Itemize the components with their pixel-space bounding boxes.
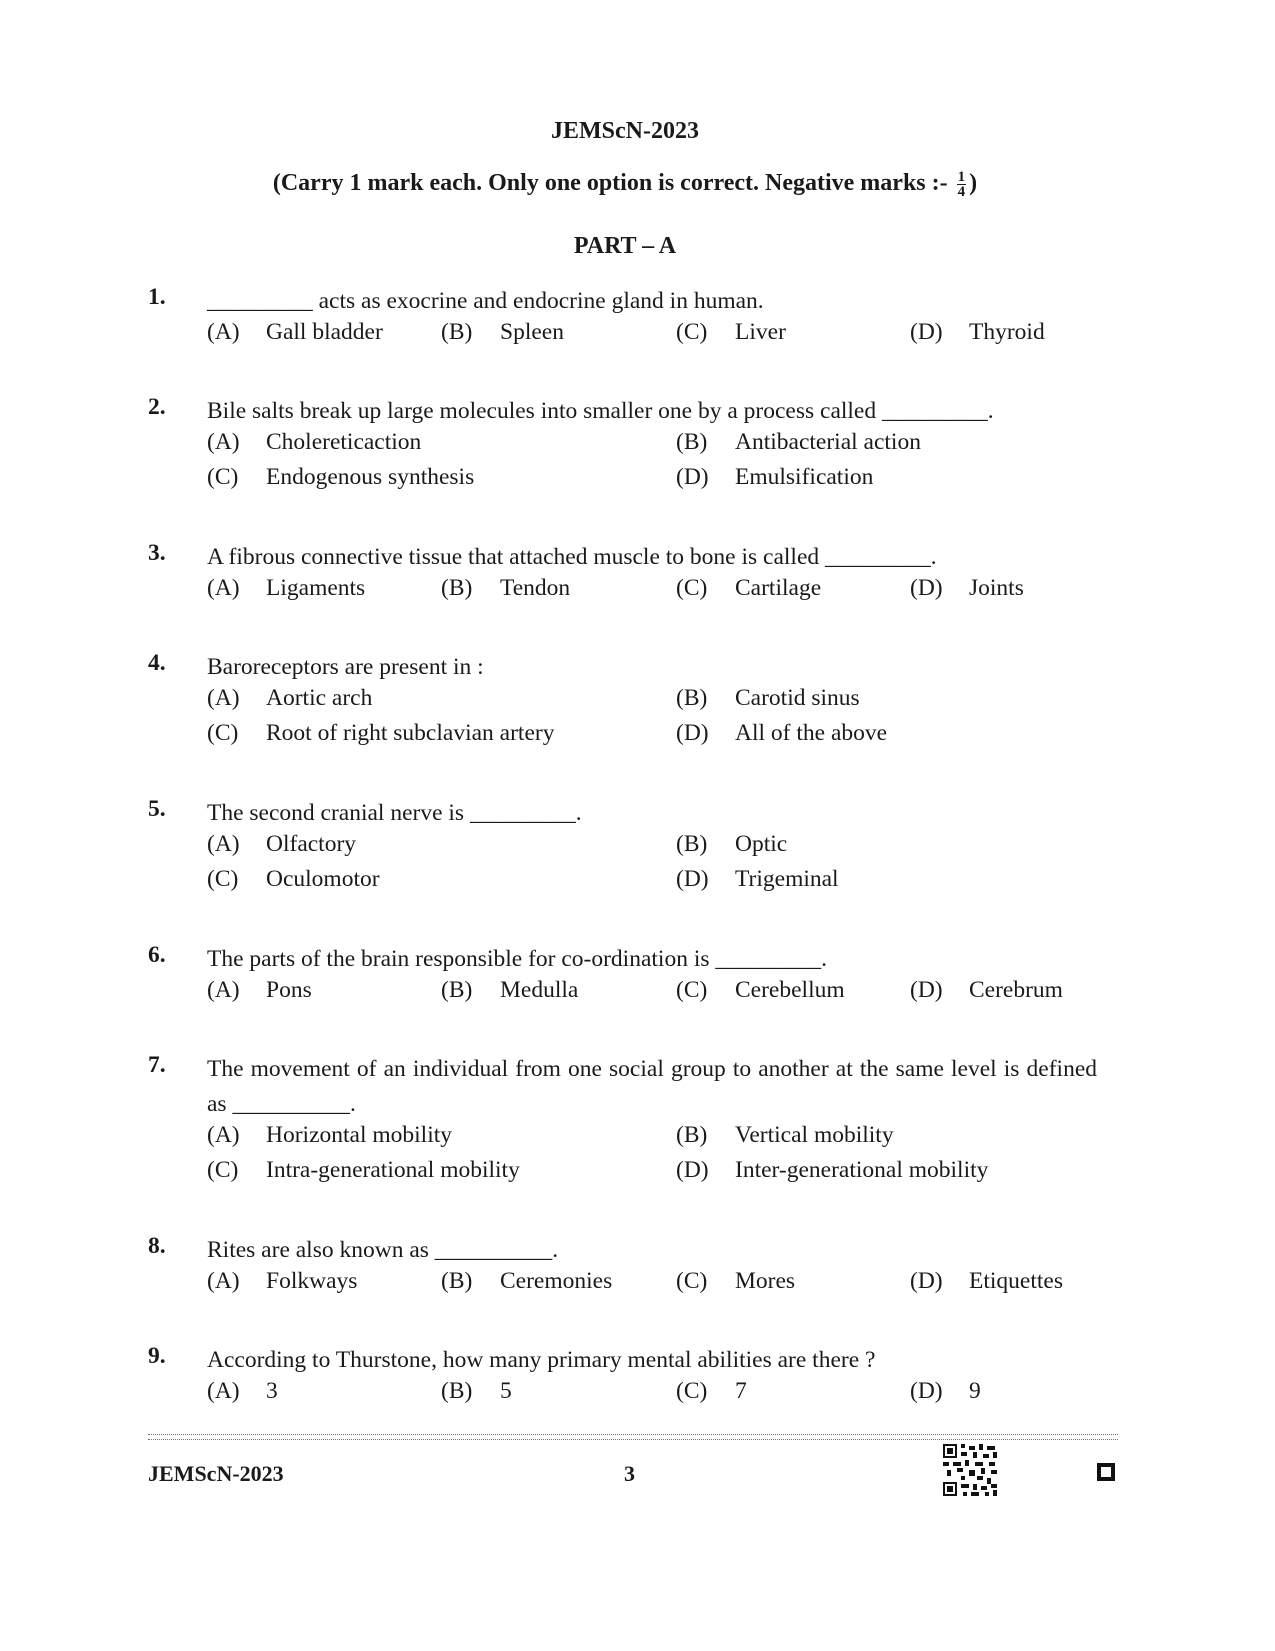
option-label: (D) — [910, 575, 943, 601]
option-text: Vertical mobility — [735, 1122, 894, 1148]
option-text: Liver — [735, 319, 786, 345]
option-c — [676, 977, 845, 1004]
option-text: Carotid sinus — [735, 685, 860, 711]
option-d — [676, 464, 873, 491]
question-text: The second cranial nerve is _________. — [207, 800, 582, 826]
option-text: Joints — [969, 575, 1024, 601]
option-text: Pons — [266, 977, 312, 1003]
option-a — [207, 685, 372, 712]
option-text: All of the above — [735, 720, 888, 746]
option-label: (D) — [676, 720, 709, 746]
option-label: (C) — [676, 1268, 708, 1294]
option-label: (A) — [207, 575, 240, 601]
option-a — [207, 1122, 452, 1149]
option-text: Ligaments — [266, 575, 366, 601]
option-c — [676, 319, 786, 346]
option-b — [676, 1122, 894, 1149]
option-text: Thyroid — [969, 319, 1045, 345]
question-text: The parts of the brain responsible for co-ordination is _________. — [207, 946, 827, 972]
instruction-close: ) — [969, 170, 978, 197]
option-label: (C) — [207, 464, 239, 490]
option-text: Tendon — [500, 575, 571, 601]
option-text: Intra-generational mobility — [266, 1157, 520, 1183]
option-text: Antibacterial action — [735, 429, 921, 455]
marking-instruction — [0, 170, 1250, 199]
question-number: 9. — [148, 1343, 166, 1369]
option-a — [207, 1268, 357, 1295]
option-label: (A) — [207, 685, 240, 711]
option-text: Horizontal mobility — [266, 1122, 453, 1148]
option-text: Root of right subclavian artery — [266, 720, 555, 746]
option-label: (A) — [207, 319, 240, 345]
question-1 — [0, 284, 1275, 354]
option-text: 5 — [500, 1378, 512, 1404]
option-d — [676, 866, 839, 893]
option-text: Emulsification — [735, 464, 874, 490]
option-d — [676, 720, 887, 747]
option-label: (A) — [207, 1122, 240, 1148]
option-label: (D) — [910, 1268, 943, 1294]
question-text: According to Thurstone, how many primary mental abilities are there ? — [207, 1347, 876, 1373]
option-text: Cartilage — [735, 575, 822, 601]
page-number: 3 — [624, 1461, 635, 1486]
option-label: (D) — [676, 464, 709, 490]
option-label: (B) — [676, 1122, 708, 1148]
option-label: (B) — [441, 1268, 473, 1294]
option-b — [676, 429, 921, 456]
option-text: Cholereticaction — [266, 429, 422, 455]
option-label: (A) — [207, 977, 240, 1003]
option-b — [676, 685, 860, 712]
option-d — [910, 1268, 1063, 1295]
option-label: (D) — [910, 319, 943, 345]
option-b — [676, 831, 787, 858]
option-label: (D) — [676, 1157, 709, 1183]
option-text: Optic — [735, 831, 788, 857]
option-label: (B) — [441, 1378, 473, 1404]
qr-code-icon — [943, 1444, 997, 1496]
option-label: (D) — [676, 866, 709, 892]
option-text: Medulla — [500, 977, 579, 1003]
question-text: Bile salts break up large molecules into smaller one by a process called _________. — [207, 398, 994, 424]
option-b — [441, 1268, 612, 1295]
confidential-rule — [148, 1434, 1118, 1440]
question-number: 4. — [148, 650, 166, 676]
option-text: Trigeminal — [735, 866, 839, 892]
option-label: (A) — [207, 831, 240, 857]
option-c — [207, 866, 380, 893]
instruction-text: (Carry 1 mark each. Only one option is correct. Negative marks :- — [272, 170, 948, 197]
option-d — [910, 977, 1063, 1004]
option-a — [207, 575, 365, 602]
question-text: A fibrous connective tissue that attached muscle to bone is called _________. — [207, 544, 937, 570]
option-label: (C) — [676, 977, 708, 1003]
question-number: 7. — [148, 1052, 166, 1078]
option-label: (B) — [441, 977, 473, 1003]
option-text: Cerebellum — [735, 977, 845, 1003]
option-text: 7 — [735, 1378, 747, 1404]
fraction-numerator: 1 — [957, 169, 966, 185]
option-c — [207, 720, 554, 747]
option-text: Endogenous synthesis — [266, 464, 475, 490]
question-3 — [0, 540, 1275, 610]
fraction-denominator: 4 — [957, 184, 966, 200]
question-7 — [0, 1052, 1275, 1192]
option-b — [441, 1378, 512, 1405]
option-label: (C) — [676, 1378, 708, 1404]
option-label: (B) — [676, 429, 708, 455]
option-b — [441, 319, 564, 346]
option-label: (B) — [441, 575, 473, 601]
option-a — [207, 831, 356, 858]
option-text: Cerebrum — [969, 977, 1063, 1003]
option-a — [207, 977, 312, 1004]
part-title: PART – A — [573, 233, 677, 259]
option-label: (B) — [676, 685, 708, 711]
option-text: Mores — [735, 1268, 796, 1294]
negative-mark-fraction — [957, 170, 967, 199]
option-text: Spleen — [500, 319, 564, 345]
option-label: (B) — [441, 319, 473, 345]
option-label: (C) — [207, 1157, 239, 1183]
question-number: 5. — [148, 796, 166, 822]
question-2 — [0, 394, 1275, 499]
option-c — [676, 1268, 795, 1295]
option-d — [910, 575, 1024, 602]
option-text: Gall bladder — [266, 319, 383, 345]
question-text: Baroreceptors are present in : — [207, 654, 484, 680]
option-label: (A) — [207, 429, 240, 455]
option-text: 9 — [969, 1378, 981, 1404]
option-text: Olfactory — [266, 831, 357, 857]
option-text: Inter-generational mobility — [735, 1157, 989, 1183]
option-label: (D) — [910, 1378, 943, 1404]
option-label: (D) — [910, 977, 943, 1003]
option-c — [676, 575, 821, 602]
option-label: (C) — [676, 319, 708, 345]
option-label: (C) — [207, 720, 239, 746]
option-label: (B) — [676, 831, 708, 857]
option-text: 3 — [266, 1378, 278, 1404]
option-text: Aortic arch — [266, 685, 373, 711]
question-6 — [0, 942, 1275, 1012]
option-label: (C) — [676, 575, 708, 601]
option-d — [676, 1157, 988, 1184]
question-number: 3. — [148, 540, 166, 566]
option-a — [207, 1378, 278, 1405]
option-a — [207, 319, 383, 346]
question-number: 6. — [148, 942, 166, 968]
option-c — [207, 464, 474, 491]
question-number: 8. — [148, 1233, 166, 1259]
option-c — [676, 1378, 747, 1405]
footer-paper-code: JEMScN-2023 — [148, 1461, 284, 1486]
option-text: Ceremonies — [500, 1268, 613, 1294]
option-label: (A) — [207, 1378, 240, 1404]
option-b — [441, 977, 578, 1004]
paper-code-header: JEMScN-2023 — [551, 118, 699, 144]
question-5 — [0, 796, 1275, 901]
corner-square-icon — [1097, 1463, 1115, 1481]
option-text: Etiquettes — [969, 1268, 1063, 1294]
question-number: 2. — [148, 394, 166, 420]
question-number: 1. — [148, 284, 166, 310]
option-d — [910, 319, 1045, 346]
option-b — [441, 575, 570, 602]
option-text: Oculomotor — [266, 866, 380, 892]
question-text: The movement of an individual from one social group to another at the same level is defined as __________. — [207, 1056, 1097, 1117]
question-9 — [0, 1343, 1275, 1413]
option-a — [207, 429, 421, 456]
question-8 — [0, 1233, 1275, 1303]
option-d — [910, 1378, 981, 1405]
option-text: Folkways — [266, 1268, 358, 1294]
option-c — [207, 1157, 520, 1184]
question-4 — [0, 650, 1275, 755]
option-label: (C) — [207, 866, 239, 892]
question-text: _________ acts as exocrine and endocrine gland in human. — [207, 288, 764, 314]
option-label: (A) — [207, 1268, 240, 1294]
question-text: Rites are also known as __________. — [207, 1237, 559, 1263]
